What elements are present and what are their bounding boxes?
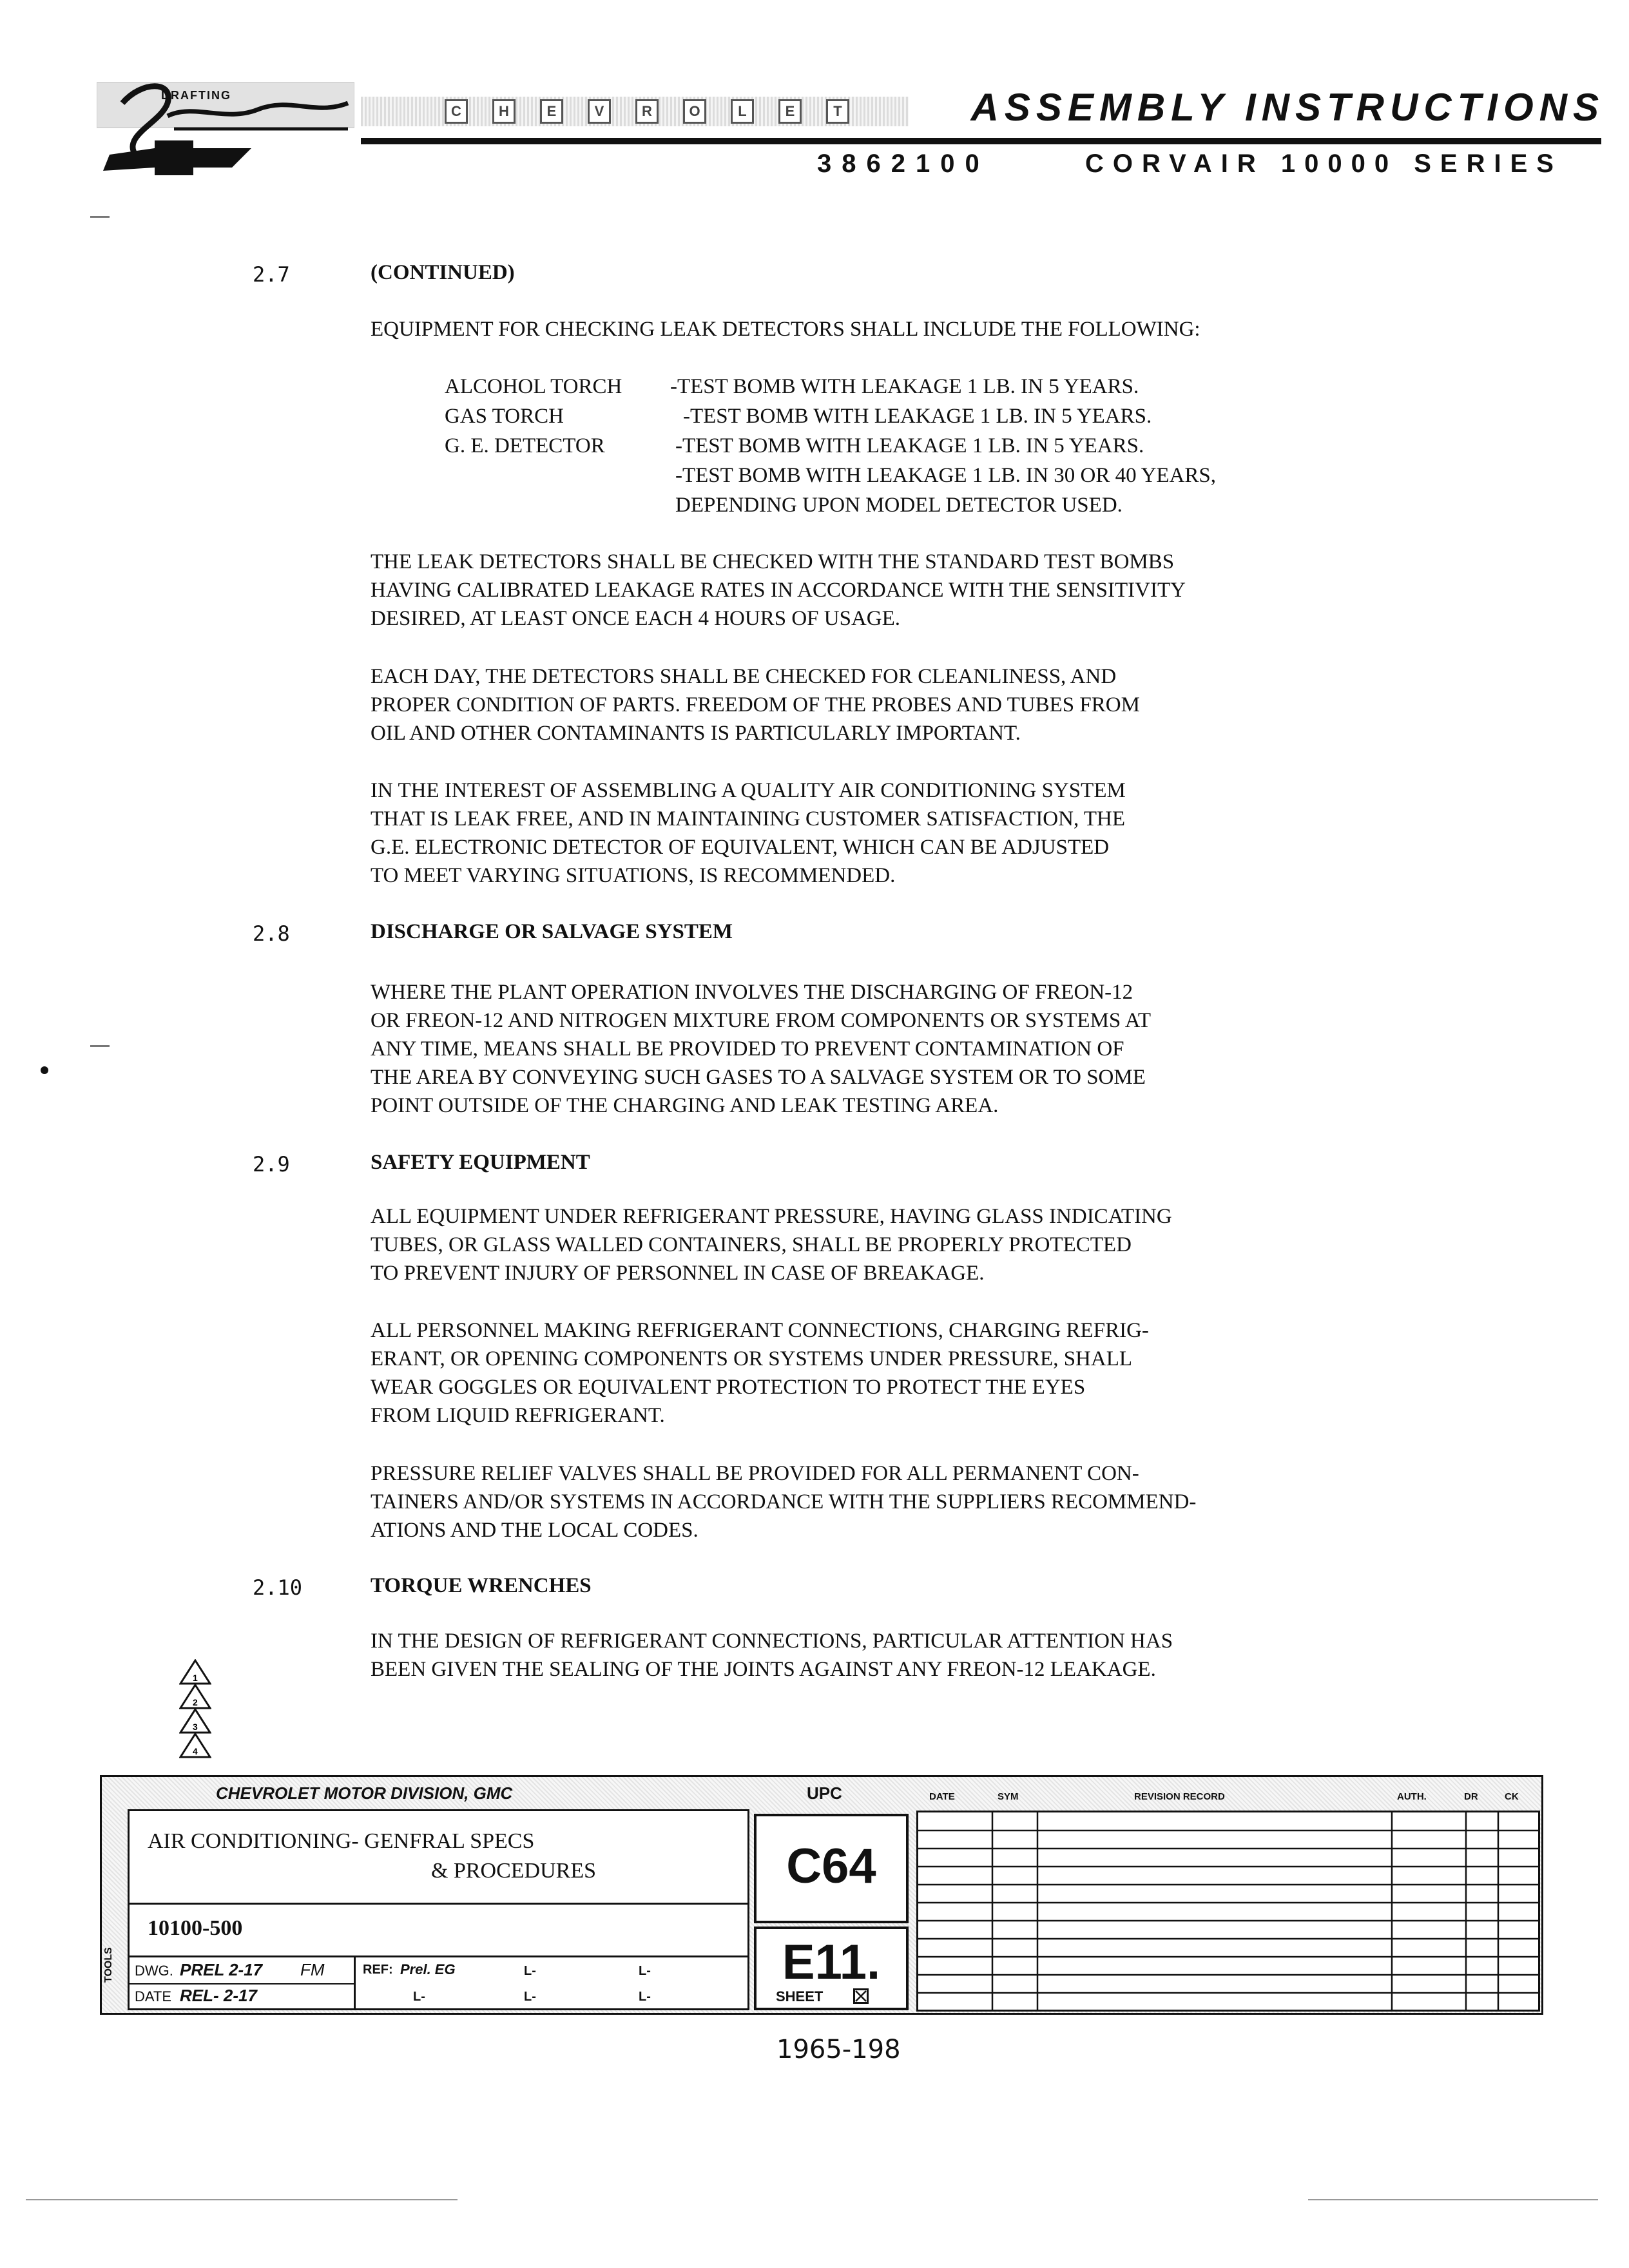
- revision-mark: 1: [193, 1673, 198, 1683]
- brand-letter: C: [445, 99, 468, 124]
- drawing-release-box: [128, 1957, 749, 2010]
- section-number: 2.8: [253, 921, 290, 946]
- sheet-label: SHEET: [776, 1988, 824, 2004]
- l-mark: L-: [639, 1964, 651, 1978]
- paragraph-line: IN THE DESIGN OF REFRIGERANT CONNECTIONS, PARTICULAR ATTENTION HAS: [371, 1629, 1173, 1653]
- revision-mark: 4: [193, 1746, 198, 1756]
- equipment-label: ALCOHOL TORCH: [445, 375, 622, 398]
- section-heading: SAFETY EQUIPMENT: [371, 1151, 590, 1174]
- drawing-title-line-1: AIR CONDITIONING- GENFRAL SPECS: [148, 1829, 535, 1853]
- side-tab-label: TOOLS: [103, 1947, 114, 1983]
- section-number: 2.10: [253, 1575, 303, 1600]
- paragraph-line: THAT IS LEAK FREE, AND IN MAINTAINING CUSTOMER SATISFACTION, THE: [371, 807, 1126, 831]
- section-heading: TORQUE WRENCHES: [371, 1574, 592, 1597]
- paragraph: [371, 1459, 1530, 1544]
- section-number: 2.9: [253, 1152, 290, 1177]
- drawing-number: 10100-500: [148, 1916, 243, 1940]
- bottom-rule: [26, 2199, 458, 2200]
- paragraph: [371, 548, 1530, 633]
- paragraph-line: G.E. ELECTRONIC DETECTOR OF EQUIVALENT, WHICH CAN BE ADJUSTED: [371, 836, 1110, 859]
- rev-header-record: REVISION RECORD: [1134, 1791, 1225, 1802]
- dwg-initials: FM: [300, 1960, 325, 1979]
- paragraph-line: DESIRED, AT LEAST ONCE EACH 4 HOURS OF USAGE.: [371, 607, 901, 630]
- paragraph-line: ATIONS AND THE LOCAL CODES.: [371, 1519, 699, 1542]
- paragraph-line: TAINERS AND/OR SYSTEMS IN ACCORDANCE WITH THE SUPPLIERS RECOMMEND-: [371, 1490, 1197, 1514]
- l-mark: L-: [524, 1964, 536, 1978]
- paragraph-line: OR FREON-12 AND NITROGEN MIXTURE FROM COMPONENTS OR SYSTEMS AT: [371, 1009, 1152, 1032]
- section-intro: EQUIPMENT FOR CHECKING LEAK DETECTORS SHALL INCLUDE THE FOLLOWING:: [371, 318, 1200, 341]
- paragraph-line: PRESSURE RELIEF VALVES SHALL BE PROVIDED FOR ALL PERMANENT CON-: [371, 1462, 1139, 1485]
- sheet-code: E11.: [782, 1935, 881, 1990]
- page-identifier: 1965-198: [776, 2035, 901, 2064]
- paragraph: [371, 776, 1530, 890]
- l-mark: L-: [524, 1990, 536, 2004]
- paragraph-line: ERANT, OR OPENING COMPONENTS OR SYSTEMS UNDER PRESSURE, SHALL: [371, 1347, 1133, 1370]
- paragraph: [371, 662, 1530, 747]
- paragraph: [371, 1202, 1530, 1287]
- upc-code-box: [754, 1814, 909, 1923]
- paragraph-line: ALL EQUIPMENT UNDER REFRIGERANT PRESSURE, HAVING GLASS INDICATING: [371, 1205, 1172, 1228]
- dwg-label: DWG.: [135, 1963, 173, 1979]
- rev-header-sym: SYM: [998, 1791, 1019, 1802]
- revision-record-table: [916, 1811, 1540, 2012]
- paragraph-line: OIL AND OTHER CONTAMINANTS IS PARTICULARLY IMPORTANT.: [371, 722, 1021, 745]
- drawing-number-box: [128, 1905, 749, 1957]
- paragraph-line: WEAR GOGGLES OR EQUIVALENT PROTECTION TO PROTECT THE EYES: [371, 1376, 1086, 1399]
- graphic-drafting-logo: [97, 77, 354, 190]
- paragraph: [371, 1316, 1530, 1430]
- margin-tick: [90, 216, 110, 218]
- margin-tick: [90, 1045, 110, 1047]
- equipment-spec: -TEST BOMB WITH LEAKAGE 1 LB. IN 5 YEARS.: [670, 375, 1139, 398]
- brand-letter: T: [826, 99, 849, 124]
- brand-letter: H: [492, 99, 516, 124]
- drawing-title-box: [128, 1809, 749, 1905]
- equipment-spec: -TEST BOMB WITH LEAKAGE 1 LB. IN 30 OR 40 YEARS,: [675, 464, 1217, 487]
- bottom-rule: [1308, 2199, 1598, 2200]
- equipment-spec: -TEST BOMB WITH LEAKAGE 1 LB. IN 5 YEARS.: [675, 434, 1144, 457]
- drawing-title-line-2: & PROCEDURES: [431, 1859, 596, 1883]
- rev-header-dr: DR: [1464, 1791, 1478, 1802]
- paragraph-line: THE AREA BY CONVEYING SUCH GASES TO A SALVAGE SYSTEM OR TO SOME: [371, 1066, 1146, 1089]
- brand-letter: E: [778, 99, 802, 124]
- paragraph-line: THE LEAK DETECTORS SHALL BE CHECKED WITH THE STANDARD TEST BOMBS: [371, 550, 1175, 573]
- division-label: CHEVROLET MOTOR DIVISION, GMC: [216, 1783, 513, 1803]
- paragraph-line: TO MEET VARYING SITUATIONS, IS RECOMMENDED.: [371, 864, 896, 887]
- l-mark: L-: [639, 1990, 651, 2004]
- date-label: DATE: [135, 1988, 172, 2004]
- section-number: 2.7: [253, 262, 290, 287]
- l-mark: L-: [413, 1990, 425, 2004]
- rev-header-auth: AUTH.: [1397, 1791, 1427, 1802]
- paragraph-line: TUBES, OR GLASS WALLED CONTAINERS, SHALL BE PROPERLY PROTECTED: [371, 1233, 1132, 1256]
- rev-header-date: DATE: [929, 1791, 955, 1802]
- paragraph-line: BEEN GIVEN THE SEALING OF THE JOINTS AGAINST ANY FREON-12 LEAKAGE.: [371, 1658, 1156, 1681]
- brand-letter: V: [588, 99, 611, 124]
- ref-label: REF:: [363, 1963, 393, 1977]
- logo-drafting-text: DRAFTING: [161, 89, 231, 102]
- paragraph: [371, 978, 1530, 1120]
- sheet-checkbox-icon: [853, 1988, 869, 2004]
- paragraph-line: PROPER CONDITION OF PARTS. FREEDOM OF THE PROBES AND TUBES FROM: [371, 693, 1140, 716]
- brand-letter: L: [731, 99, 754, 124]
- date-value: REL- 2-17: [180, 1986, 257, 2005]
- punch-hole-dot: [41, 1066, 48, 1074]
- document-title: ASSEMBLY INSTRUCTIONS: [970, 86, 1605, 129]
- section-heading: DISCHARGE OR SALVAGE SYSTEM: [371, 920, 733, 943]
- brand-letter: E: [540, 99, 563, 124]
- brand-letter: O: [683, 99, 706, 124]
- equipment-label: G. E. DETECTOR: [445, 434, 605, 457]
- chevrolet-letter-band: [361, 97, 909, 126]
- paragraph-line: HAVING CALIBRATED LEAKAGE RATES IN ACCORDANCE WITH THE SENSITIVITY: [371, 579, 1186, 602]
- paragraph-line: ALL PERSONNEL MAKING REFRIGERANT CONNECTIONS, CHARGING REFRIG-: [371, 1319, 1149, 1342]
- paragraph-line: WHERE THE PLANT OPERATION INVOLVES THE DISCHARGING OF FREON-12: [371, 981, 1133, 1004]
- sheet-code-box: [754, 1927, 909, 2010]
- paragraph-line: IN THE INTEREST OF ASSEMBLING A QUALITY AIR CONDITIONING SYSTEM: [371, 779, 1126, 802]
- equipment-spec: DEPENDING UPON MODEL DETECTOR USED.: [675, 494, 1123, 517]
- paragraph-line: ANY TIME, MEANS SHALL BE PROVIDED TO PREVENT CONTAMINATION OF: [371, 1037, 1124, 1061]
- equipment-spec: -TEST BOMB WITH LEAKAGE 1 LB. IN 5 YEARS.: [683, 405, 1152, 428]
- part-number: 3862100: [817, 149, 990, 178]
- revision-triangles: [179, 1659, 211, 1762]
- dwg-value: PREL 2-17: [180, 1960, 263, 1979]
- ref-value: Prel. EG: [400, 1961, 456, 1977]
- upc-label: UPC: [807, 1783, 842, 1803]
- rev-header-ck: CK: [1505, 1791, 1519, 1802]
- brand-letter: R: [635, 99, 659, 124]
- revision-mark: 2: [193, 1697, 198, 1707]
- revision-mark: 3: [193, 1722, 198, 1732]
- series-label: CORVAIR 10000 SERIES: [1085, 149, 1563, 178]
- paragraph-line: POINT OUTSIDE OF THE CHARGING AND LEAK TESTING AREA.: [371, 1094, 999, 1117]
- paragraph-line: FROM LIQUID REFRIGERANT.: [371, 1404, 665, 1427]
- section-heading: (CONTINUED): [371, 261, 515, 284]
- paragraph: [371, 1627, 1530, 1684]
- upc-code: C64: [786, 1839, 876, 1894]
- equipment-label: GAS TORCH: [445, 405, 564, 428]
- paragraph-line: EACH DAY, THE DETECTORS SHALL BE CHECKED FOR CLEANLINESS, AND: [371, 665, 1117, 688]
- header-rule: [361, 138, 1601, 144]
- paragraph-line: TO PREVENT INJURY OF PERSONNEL IN CASE OF BREAKAGE.: [371, 1262, 985, 1285]
